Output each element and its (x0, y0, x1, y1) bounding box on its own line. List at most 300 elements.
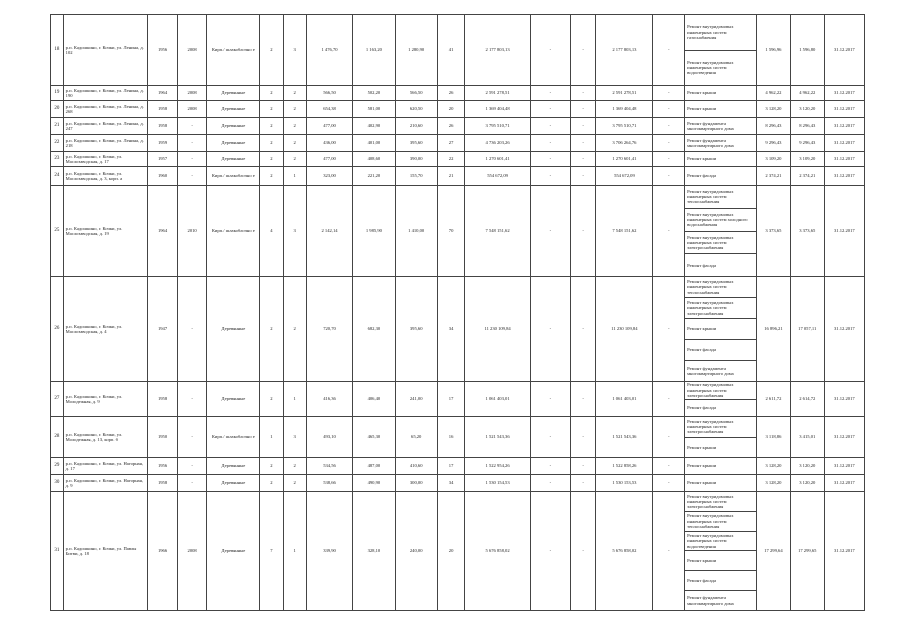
work-type: Ремонт фасада (687, 405, 717, 411)
work-type: Ремонт фундамента многоквартирного дома (687, 595, 734, 606)
table-row (51, 417, 865, 458)
completion-date-cell: 31.12.2017 (824, 101, 864, 118)
address-cell: р.п. Кадошкино, г. Кочки, ул. Ленина, д. 102 (63, 15, 148, 86)
residential-area-cell: 620,50 (395, 101, 437, 118)
living-area-cell: 221,20 (353, 167, 395, 186)
work-type: Ремонт фасада (685, 571, 756, 591)
fund-cell: - (530, 475, 570, 492)
year-built-cell: 1958 (148, 475, 178, 492)
other-funds-cell: - (653, 101, 685, 118)
living-area-cell: 490,90 (353, 475, 395, 492)
floors-cell: 2 (260, 135, 283, 152)
floors-cell: 2 (260, 382, 283, 417)
cost-limit-cell: 17 057,11 (790, 277, 824, 382)
completion-date-cell: 31.12.2017 (824, 186, 864, 277)
year-built-cell: 1956 (148, 15, 178, 86)
year-renovation-cell: - (177, 475, 207, 492)
year-renovation-cell: - (177, 152, 207, 167)
cost-limit-cell: 3 120,20 (790, 101, 824, 118)
owner-funds-cell: 1 270 601,41 (596, 152, 653, 167)
living-area-cell: 1 163,20 (353, 15, 395, 86)
total-cost-cell: 3 795 510,71 (465, 118, 531, 135)
row-number: 28 (51, 417, 64, 458)
work-type: Ремонт крыши (687, 463, 717, 469)
fund-cell: - (530, 101, 570, 118)
entrances-cell: 2 (283, 135, 306, 152)
work-type: Ремонт крыши (685, 319, 756, 340)
entrances-cell: 2 (283, 277, 306, 382)
total-cost-cell: 554 672,09 (465, 167, 531, 186)
living-area-cell: 465,30 (353, 417, 395, 458)
total-area-cell: 323,00 (306, 167, 353, 186)
cost-per-m2-cell: 3 118,86 (757, 417, 791, 458)
other-funds-cell: - (653, 15, 685, 86)
fund-cell: - (530, 15, 570, 86)
cost-limit-cell: 8 296,43 (790, 118, 824, 135)
regional-budget-cell: - (571, 15, 596, 86)
cost-limit-cell: 17 299,65 (790, 492, 824, 611)
year-built-cell: 1947 (148, 277, 178, 382)
residential-area-cell: 300,00 (395, 475, 437, 492)
work-type: Ремонт крыши (687, 106, 717, 112)
work-type: Ремонт фундамента многоквартирного дома (687, 365, 734, 376)
row-number: 25 (51, 186, 64, 277)
year-built-cell: 1964 (148, 86, 178, 101)
floors-cell: 7 (260, 492, 283, 611)
wall-material-cell: Деревянные (207, 492, 260, 611)
entrances-cell: 2 (283, 475, 306, 492)
regional-budget-cell: - (571, 186, 596, 277)
work-type: Ремонт фундамента многоквартирного дома (687, 120, 734, 131)
year-built-cell: 1966 (148, 492, 178, 611)
works-cell (685, 86, 757, 101)
entrances-cell: 2 (283, 101, 306, 118)
row-number: 20 (51, 101, 64, 118)
work-type: Ремонт крыши (685, 551, 756, 571)
year-renovation-cell: - (177, 167, 207, 186)
year-renovation-cell: 2008 (177, 492, 207, 611)
year-renovation-cell: - (177, 135, 207, 152)
floors-cell: 2 (260, 86, 283, 101)
residents-cell: 22 (437, 152, 464, 167)
wall-material-cell: Деревянные (207, 475, 260, 492)
table-row (51, 101, 865, 118)
table-row (51, 135, 865, 152)
owner-funds-cell: 1 061 403,01 (596, 382, 653, 417)
year-built-cell: 1964 (148, 186, 178, 277)
year-renovation-cell: - (177, 382, 207, 417)
year-renovation-cell: - (177, 417, 207, 458)
residents-cell: 70 (437, 186, 464, 277)
owner-funds-cell: 7 548 151,62 (596, 186, 653, 277)
work-type: Ремонт внутридомовых инженерных систем электроснабжения (685, 232, 756, 255)
fund-cell: - (530, 86, 570, 101)
other-funds-cell: - (653, 186, 685, 277)
residents-cell: 26 (437, 86, 464, 101)
residential-area-cell: 390,00 (395, 152, 437, 167)
year-renovation-cell: - (177, 458, 207, 475)
regional-budget-cell: - (571, 167, 596, 186)
completion-date-cell: 31.12.2017 (824, 86, 864, 101)
living-area-cell: 408,60 (353, 152, 395, 167)
cost-limit-cell: 3 373,65 (790, 186, 824, 277)
table-row (51, 167, 865, 186)
year-built-cell: 1950 (148, 417, 178, 458)
row-number: 23 (51, 152, 64, 167)
work-type: Ремонт внутридомовых инженерных систем водоотведения (685, 532, 756, 552)
year-built-cell: 1956 (148, 458, 178, 475)
entrances-cell: 3 (283, 186, 306, 277)
fund-cell: - (530, 152, 570, 167)
table-body (51, 15, 865, 611)
total-cost-cell: 2 177 803,13 (465, 15, 531, 86)
row-number: 19 (51, 86, 64, 101)
table-row (51, 277, 865, 382)
living-area-cell: 402,90 (353, 118, 395, 135)
total-cost-cell: 1 061 403,01 (465, 382, 531, 417)
residential-area-cell: 410,60 (395, 458, 437, 475)
floors-cell: 4 (260, 186, 283, 277)
other-funds-cell: - (653, 417, 685, 458)
cost-per-m2-cell: 2 611,72 (757, 382, 791, 417)
work-type: Ремонт крыши (687, 156, 717, 162)
wall-material-cell: Деревянные (207, 86, 260, 101)
works-cell (685, 492, 757, 611)
row-number: 29 (51, 458, 64, 475)
owner-funds-cell: 1 521 543,36 (596, 417, 653, 458)
cost-per-m2-cell: 3 128,20 (757, 458, 791, 475)
total-area-cell: 493,10 (306, 417, 353, 458)
entrances-cell: 1 (283, 382, 306, 417)
works-cell (685, 277, 757, 382)
year-built-cell: 1959 (148, 135, 178, 152)
work-type: Ремонт внутридомовых инженерных систем электроснабжения (685, 298, 756, 319)
total-cost-cell: 4 736 203,26 (465, 135, 531, 152)
other-funds-cell: - (653, 167, 685, 186)
total-area-cell: 538,66 (306, 475, 353, 492)
wall-material-cell: Кирп./ шлакоблочно е (207, 417, 260, 458)
work-type: Ремонт внутридомовых инженерных систем теплоснабжения (685, 512, 756, 532)
completion-date-cell: 31.12.2017 (824, 167, 864, 186)
entrances-cell: 1 (283, 492, 306, 611)
address-cell: р.п. Кадошкино, г. Кочки, ул. Ленина, д. 190 (63, 86, 148, 101)
entrances-cell: 1 (283, 167, 306, 186)
fund-cell: - (530, 167, 570, 186)
wall-material-cell: Деревянные (207, 152, 260, 167)
cost-limit-cell: 2 374,21 (790, 167, 824, 186)
table-row (51, 492, 865, 611)
completion-date-cell: 31.12.2017 (824, 118, 864, 135)
cost-per-m2-cell: 8 296,43 (757, 118, 791, 135)
owner-funds-cell: 3 706 264,76 (596, 135, 653, 152)
cost-per-m2-cell: 2 374,21 (757, 167, 791, 186)
address-cell: р.п. Кадошкино, г. Кочки, ул. Ленина, д. 218 (63, 135, 148, 152)
owner-funds-cell: 554 672,09 (596, 167, 653, 186)
work-type: Ремонт крыши (687, 480, 717, 486)
completion-date-cell: 31.12.2017 (824, 458, 864, 475)
work-type: Ремонт внутридомовых инженерных систем водоотведения (687, 59, 734, 76)
table-row (51, 475, 865, 492)
works-cell (685, 101, 757, 118)
table-row (51, 186, 865, 277)
wall-material-cell: Кирп./ шлакоблочно е (207, 15, 260, 86)
entrances-cell: 2 (283, 86, 306, 101)
wall-material-cell: Деревянные (207, 277, 260, 382)
row-number: 26 (51, 277, 64, 382)
year-renovation-cell: 2008 (177, 86, 207, 101)
work-type: Ремонт внутридомовых инженерных систем электроснабжения (685, 382, 756, 400)
wall-material-cell: Деревянные (207, 458, 260, 475)
residents-cell: 16 (437, 417, 464, 458)
address-cell: р.п. Кадошкино, г. Кочки, ул. Нагорная, д. 17 (63, 458, 148, 475)
works-cell (685, 382, 757, 417)
completion-date-cell: 31.12.2017 (824, 15, 864, 86)
cost-per-m2-cell: 3 373,65 (757, 186, 791, 277)
work-type: Ремонт внутридомовых инженерных систем электроснабжения (685, 492, 756, 512)
other-funds-cell: - (653, 458, 685, 475)
residential-area-cell: 566,50 (395, 86, 437, 101)
other-funds-cell: - (653, 277, 685, 382)
floors-cell: 2 (260, 167, 283, 186)
fund-cell: - (530, 186, 570, 277)
regional-budget-cell: - (571, 277, 596, 382)
total-cost-cell: 7 548 151,62 (465, 186, 531, 277)
wall-material-cell: Деревянные (207, 135, 260, 152)
floors-cell: 2 (260, 152, 283, 167)
works-cell (685, 475, 757, 492)
other-funds-cell: - (653, 86, 685, 101)
work-type: Ремонт крыши (687, 444, 717, 450)
year-renovation-cell: - (177, 277, 207, 382)
table-row (51, 118, 865, 135)
year-renovation-cell: 2008 (177, 101, 207, 118)
cost-per-m2-cell: 3 128,20 (757, 101, 791, 118)
residential-area-cell: 1 410,00 (395, 186, 437, 277)
address-cell: р.п. Кадошкино, г. Кочки, ул. Ленина, д. 268 (63, 101, 148, 118)
completion-date-cell: 31.12.2017 (824, 152, 864, 167)
row-number: 30 (51, 475, 64, 492)
total-area-cell: 1 476,70 (306, 15, 353, 86)
residents-cell: 41 (437, 15, 464, 86)
row-number: 24 (51, 167, 64, 186)
year-built-cell: 1957 (148, 152, 178, 167)
works-cell (685, 417, 757, 458)
total-cost-cell: 1 522 954,26 (465, 458, 531, 475)
residential-area-cell: 210,60 (395, 118, 437, 135)
floors-cell: 2 (260, 277, 283, 382)
work-type: Ремонт фасада (687, 262, 717, 268)
residents-cell: 17 (437, 458, 464, 475)
work-type: Ремонт крыши (687, 90, 717, 96)
work-type: Ремонт фундамента многоквартирного дома (687, 137, 734, 148)
residential-area-cell: 155,70 (395, 167, 437, 186)
wall-material-cell: Деревянные (207, 382, 260, 417)
total-area-cell: 654,38 (306, 101, 353, 118)
total-area-cell: 436,00 (306, 135, 353, 152)
cost-per-m2-cell: 16 896,21 (757, 277, 791, 382)
regional-budget-cell: - (571, 135, 596, 152)
cost-per-m2-cell: 4 962,22 (757, 86, 791, 101)
completion-date-cell: 31.12.2017 (824, 277, 864, 382)
entrances-cell: 3 (283, 15, 306, 86)
repair-program-table (50, 14, 865, 611)
total-cost-cell: 11 230 109,84 (465, 277, 531, 382)
floors-cell: 2 (260, 15, 283, 86)
work-type: Ремонт внутридомовых инженерных систем электроснабжения (685, 417, 756, 438)
total-cost-cell: 1 530 154,53 (465, 475, 531, 492)
other-funds-cell: - (653, 475, 685, 492)
total-area-cell: 720,70 (306, 277, 353, 382)
living-area-cell: 328,10 (353, 492, 395, 611)
completion-date-cell: 31.12.2017 (824, 382, 864, 417)
owner-funds-cell: 3 795 510,71 (596, 118, 653, 135)
table-row (51, 382, 865, 417)
living-area-cell: 502,20 (353, 86, 395, 101)
living-area-cell: 1 985,90 (353, 186, 395, 277)
owner-funds-cell: 1 369 404,48 (596, 101, 653, 118)
wall-material-cell: Кирп./ шлакоблочно е (207, 186, 260, 277)
row-number: 27 (51, 382, 64, 417)
owner-funds-cell: 5 676 858,02 (596, 492, 653, 611)
total-cost-cell: 1 521 543,36 (465, 417, 531, 458)
address-cell: р.п. Кадошкино, г. Кочки, ул. Ленина, д. 247 (63, 118, 148, 135)
cost-limit-cell: 3 120,20 (790, 475, 824, 492)
wall-material-cell: Деревянные (207, 101, 260, 118)
fund-cell: - (530, 382, 570, 417)
living-area-cell: 401,00 (353, 135, 395, 152)
other-funds-cell: - (653, 135, 685, 152)
owner-funds-cell: 1 530 153,53 (596, 475, 653, 492)
regional-budget-cell: - (571, 152, 596, 167)
works-cell (685, 15, 757, 86)
row-number: 21 (51, 118, 64, 135)
total-cost-cell: 1 270 601,41 (465, 152, 531, 167)
work-type: Ремонт внутридомовых инженерных систем газоснабжения (685, 15, 756, 51)
work-type: Ремонт внутридомовых инженерных систем теплоснабжения (685, 186, 756, 209)
residential-area-cell: 241,00 (395, 382, 437, 417)
entrances-cell: 2 (283, 458, 306, 475)
address-cell: р.п. Кадошкино, г. Кочки, ул. Павлы Битви, д. 18 (63, 492, 148, 611)
other-funds-cell: - (653, 492, 685, 611)
other-funds-cell: - (653, 118, 685, 135)
table-row (51, 458, 865, 475)
works-cell (685, 458, 757, 475)
completion-date-cell: 31.12.2017 (824, 135, 864, 152)
address-cell: р.п. Кадошкино, г. Кочки, ул. Маслозаводская, д. 4 (63, 277, 148, 382)
regional-budget-cell: - (571, 86, 596, 101)
year-renovation-cell: 2008 (177, 15, 207, 86)
entrances-cell: 3 (283, 417, 306, 458)
floors-cell: 2 (260, 118, 283, 135)
fund-cell: - (530, 277, 570, 382)
residential-area-cell: 240,00 (395, 492, 437, 611)
fund-cell: - (530, 417, 570, 458)
row-number: 31 (51, 492, 64, 611)
floors-cell: 2 (260, 475, 283, 492)
residents-cell: 27 (437, 135, 464, 152)
table-row (51, 15, 865, 86)
table-row (51, 86, 865, 101)
other-funds-cell: - (653, 152, 685, 167)
cost-limit-cell: 3 120,20 (790, 458, 824, 475)
regional-budget-cell: - (571, 118, 596, 135)
living-area-cell: 406,40 (353, 382, 395, 417)
regional-budget-cell: - (571, 492, 596, 611)
completion-date-cell: 31.12.2017 (824, 492, 864, 611)
total-area-cell: 339,90 (306, 492, 353, 611)
fund-cell: - (530, 492, 570, 611)
fund-cell: - (530, 118, 570, 135)
row-number: 22 (51, 135, 64, 152)
cost-per-m2-cell: 1 596,96 (757, 15, 791, 86)
cost-per-m2-cell: 9 296,43 (757, 135, 791, 152)
cost-limit-cell: 3 415,01 (790, 417, 824, 458)
address-cell: р.п. Кадошкино, г. Кочки, ул. Маслозаводская, д. 17 (63, 152, 148, 167)
residents-cell: 21 (437, 167, 464, 186)
year-renovation-cell: 2010 (177, 186, 207, 277)
total-area-cell: 2 142,14 (306, 186, 353, 277)
cost-limit-cell: 2 614,72 (790, 382, 824, 417)
total-cost-cell: 5 676 858,02 (465, 492, 531, 611)
address-cell: р.п. Кадошкино, г. Кочки, ул. Маслозаводская, д. 19 (63, 186, 148, 277)
wall-material-cell: Деревянные (207, 118, 260, 135)
cost-per-m2-cell: 17 299,64 (757, 492, 791, 611)
residential-area-cell: 395,60 (395, 277, 437, 382)
floors-cell: 2 (260, 101, 283, 118)
residents-cell: 20 (437, 492, 464, 611)
works-cell (685, 118, 757, 135)
residents-cell: 34 (437, 277, 464, 382)
total-cost-cell: 2 591 278,51 (465, 86, 531, 101)
document-page (50, 14, 865, 626)
owner-funds-cell: 1 522 858,26 (596, 458, 653, 475)
living-area-cell: 581,00 (353, 101, 395, 118)
fund-cell: - (530, 458, 570, 475)
entrances-cell: 2 (283, 118, 306, 135)
residents-cell: 17 (437, 382, 464, 417)
residential-area-cell: 1 280,90 (395, 15, 437, 86)
year-built-cell: 1958 (148, 382, 178, 417)
total-cost-cell: 1 369 404,48 (465, 101, 531, 118)
works-cell (685, 135, 757, 152)
owner-funds-cell: 2 591 278,51 (596, 86, 653, 101)
address-cell: р.п. Кадошкино, г. Кочки, ул. Маслозаводская, д. 3, корп. а (63, 167, 148, 186)
total-area-cell: 477,00 (306, 152, 353, 167)
works-cell (685, 152, 757, 167)
cost-limit-cell: 9 296,43 (790, 135, 824, 152)
address-cell: р.п. Кадошкино, г. Кочки, ул. Молодежная, д. 9 (63, 382, 148, 417)
table-row (51, 152, 865, 167)
owner-funds-cell: 11 230 109,84 (596, 277, 653, 382)
regional-budget-cell: - (571, 101, 596, 118)
cost-per-m2-cell: 3 128,20 (757, 475, 791, 492)
year-renovation-cell: - (177, 118, 207, 135)
residents-cell: 34 (437, 475, 464, 492)
regional-budget-cell: - (571, 475, 596, 492)
work-type: Ремонт внутридомовых инженерных систем теплоснабжения (685, 277, 756, 298)
residents-cell: 26 (437, 118, 464, 135)
work-type: Ремонт внутридомовых инженерных систем холодного водоснабжения (685, 209, 756, 232)
year-built-cell: 1958 (148, 118, 178, 135)
works-cell (685, 186, 757, 277)
work-type: Ремонт фасада (685, 340, 756, 361)
year-built-cell: 1958 (148, 101, 178, 118)
address-cell: р.п. Кадошкино, г. Кочки, ул. Молодежная, д. 13, корп. б (63, 417, 148, 458)
completion-date-cell: 31.12.2017 (824, 475, 864, 492)
work-type: Ремонт фасада (687, 173, 717, 179)
floors-cell: 2 (260, 458, 283, 475)
regional-budget-cell: - (571, 458, 596, 475)
